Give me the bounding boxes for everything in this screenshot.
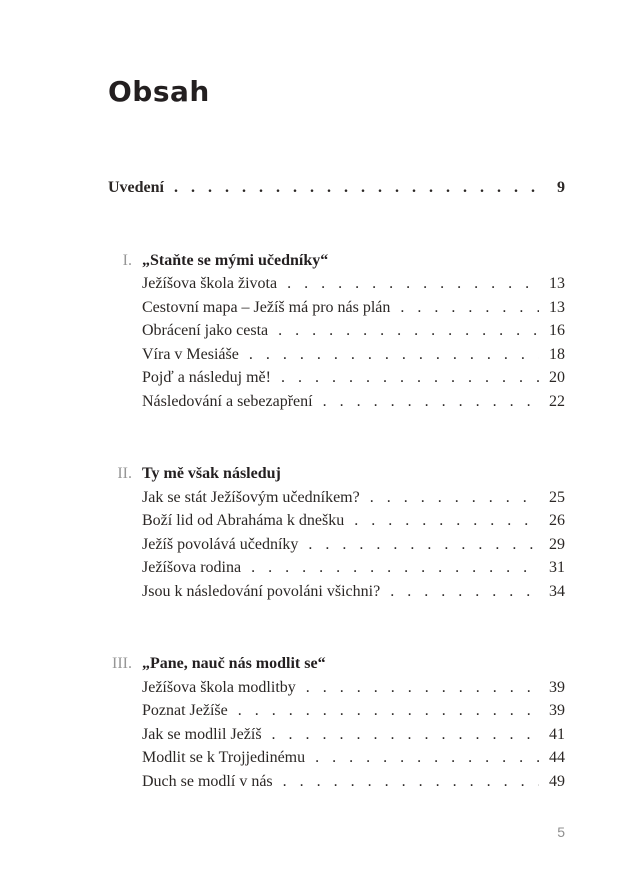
toc-entry-label: Uvedení [108, 179, 164, 196]
toc-entry-label: Modlit se k Trojjedinému [142, 749, 306, 766]
toc-entry-label: Obrácení jako cesta [142, 322, 269, 339]
toc-section-items [142, 272, 565, 413]
toc-entry-label: Ježíš povolává učedníky [142, 535, 299, 553]
toc-entry [142, 296, 565, 320]
toc-entry-page: 13 [549, 298, 565, 316]
dot-leader [283, 770, 539, 794]
toc-entry-page: 29 [549, 535, 565, 553]
toc-entry-page: 16 [549, 322, 565, 339]
toc-entry-label: Víra v Mesiáše [142, 345, 239, 363]
toc-entry-label: Jak se stát Ježíšovým učedníkem? [142, 488, 360, 506]
toc-entry [142, 486, 565, 510]
toc-entry-label: Boží lid od Abraháma k dnešku [142, 512, 345, 529]
dot-leader [315, 746, 539, 770]
toc-entry-page: 26 [549, 512, 565, 529]
dot-leader [306, 676, 539, 700]
toc-entry-page: 18 [549, 345, 565, 363]
toc-entry-label: Jak se modlil Ježíš [142, 725, 262, 743]
toc-entry [142, 366, 565, 390]
toc-entry [142, 272, 565, 296]
toc-entry [142, 556, 565, 580]
toc-entry-label: Poznat Ježíše [142, 702, 228, 719]
dot-leader [281, 366, 539, 390]
toc-entry [142, 509, 565, 533]
toc-entry-label: Ježíšova rodina [142, 559, 242, 576]
dot-leader [251, 556, 539, 580]
toc-entry-label: Duch se modlí v nás [142, 772, 273, 790]
toc-entry-page: 41 [549, 725, 565, 743]
toc-section [108, 462, 565, 603]
toc-section-heading [108, 462, 565, 486]
toc-section-numeral: I. [122, 251, 132, 269]
dot-leader [354, 509, 539, 533]
toc-section [108, 249, 565, 414]
toc-section-heading [108, 652, 565, 676]
toc-entry-page: 44 [549, 749, 565, 766]
toc-entry-label: Ježíšova škola modlitby [142, 678, 296, 696]
dot-leader [323, 390, 539, 414]
dot-leader [272, 723, 539, 747]
toc-entry [142, 343, 565, 367]
dot-leader [174, 176, 539, 200]
toc-entry [142, 746, 565, 770]
page-number: 5 [557, 824, 565, 840]
toc-section-numeral: II. [117, 465, 132, 482]
dot-leader [390, 580, 539, 604]
toc-entry-page: 25 [549, 488, 565, 506]
dot-leader [370, 486, 539, 510]
toc-entry [142, 390, 565, 414]
toc-entry-page: 22 [549, 392, 565, 410]
toc-entry [142, 533, 565, 557]
toc-section-title: Ty mě však následuj [142, 465, 281, 482]
toc-entry-intro [108, 176, 565, 200]
dot-leader [287, 272, 539, 296]
page-title: Obsah [108, 75, 210, 108]
toc-entry [142, 723, 565, 747]
toc-entry-label: Pojď a následuj mě! [142, 369, 271, 386]
toc-section-title: „Pane, nauč nás modlit se“ [142, 655, 326, 672]
toc-entry [142, 676, 565, 700]
toc-entry-page: 31 [549, 559, 565, 576]
toc-entry-page: 39 [549, 678, 565, 696]
toc-entry-page: 49 [549, 772, 565, 790]
toc-entry-label: Následování a sebezapření [142, 392, 313, 410]
dot-leader [249, 343, 539, 367]
dot-leader [278, 319, 539, 343]
toc-entry-page: 13 [549, 275, 565, 292]
toc-entry-page: 9 [557, 179, 565, 196]
table-of-contents [108, 176, 565, 793]
toc-section [108, 652, 565, 793]
dot-leader [400, 296, 539, 320]
toc-entry-page: 34 [549, 582, 565, 600]
toc-entry-label: Jsou k následování povoláni všichni? [142, 582, 381, 600]
toc-section-heading [108, 249, 565, 273]
toc-entry-label: Cestovní mapa – Ježíš má pro nás plán [142, 298, 391, 316]
toc-entry-label: Ježíšova škola života [142, 275, 278, 292]
toc-entry [142, 319, 565, 343]
toc-entry [142, 580, 565, 604]
toc-entry-page: 20 [549, 369, 565, 386]
toc-section-items [142, 486, 565, 604]
dot-leader [238, 699, 539, 723]
toc-entry [142, 770, 565, 794]
toc-section-items [142, 676, 565, 794]
dot-leader [308, 533, 539, 557]
toc-entry-page: 39 [549, 702, 565, 719]
toc-entry [142, 699, 565, 723]
toc-section-title: „Staňte se mými učedníky“ [142, 251, 329, 269]
toc-sections [108, 249, 565, 794]
toc-section-numeral: III. [112, 655, 132, 672]
